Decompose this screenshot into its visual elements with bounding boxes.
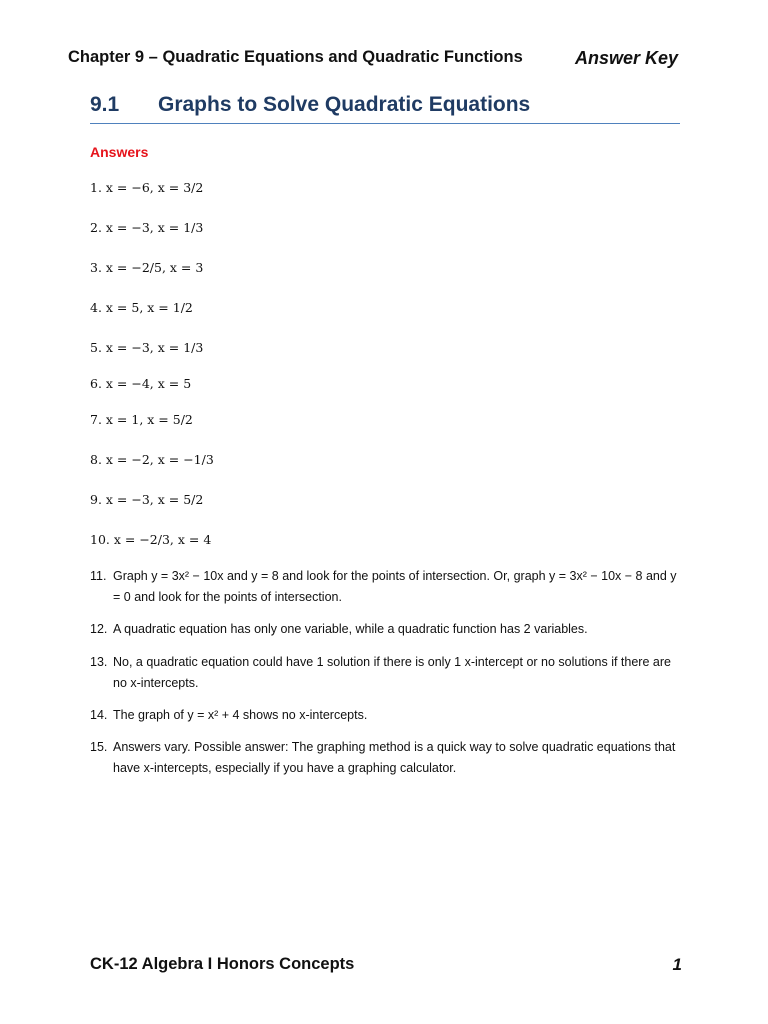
answer-item <box>90 340 203 356</box>
answer-text: 10. x = −2/3, x = 4 <box>90 532 212 547</box>
answer-item <box>90 532 211 548</box>
answer-body: A quadratic equation has only one variable, while a quadratic function has 2 variables. <box>113 622 588 636</box>
answer-number: 11. <box>90 569 107 583</box>
page-footer <box>90 955 682 979</box>
page-header <box>68 48 678 72</box>
answer-text: 3. x = −2/5, x = 3 <box>90 260 204 275</box>
answer-number: 14. <box>90 708 108 722</box>
answer-text: 7. x = 1, x = 5/2 <box>90 412 193 427</box>
text-answer-item <box>90 652 680 694</box>
section-title: Graphs to Solve Quadratic Equations <box>158 93 531 116</box>
chapter-title: Chapter 9 – Quadratic Equations and Quadratic Functions <box>68 48 523 66</box>
answer-item <box>90 412 193 428</box>
section-heading <box>90 93 680 124</box>
answer-number: 12. <box>90 622 108 636</box>
answer-item <box>90 452 214 468</box>
answer-text: 2. x = −3, x = 1/3 <box>90 220 204 235</box>
answer-text: 6. x = −4, x = 5 <box>90 376 192 391</box>
section-number: 9.1 <box>90 93 120 116</box>
answer-item <box>90 220 203 236</box>
answer-text: 8. x = −2, x = −1/3 <box>90 452 214 467</box>
answer-key-label: Answer Key <box>574 48 678 68</box>
answer-item <box>90 180 203 196</box>
answer-number: 15. <box>90 740 108 754</box>
answer-body: No, a quadratic equation could have 1 solution if there is only 1 x-intercept or no solutions if there are no x-intercepts. <box>113 655 671 690</box>
footer-title: CK-12 Algebra I Honors Concepts <box>90 955 355 973</box>
answer-item <box>90 376 191 392</box>
answer-item <box>90 300 193 316</box>
answer-text: 1. x = −6, x = 3/2 <box>90 180 204 195</box>
answer-item <box>90 492 203 508</box>
page-number: 1 <box>672 955 682 974</box>
answer-item <box>90 260 203 276</box>
text-answer-item <box>90 566 680 608</box>
answer-text: 5. x = −3, x = 1/3 <box>90 340 204 355</box>
answer-body: Answers vary. Possible answer: The graphing method is a quick way to solve quadratic equations that have x-intercepts, especially if you have a graphing calculator. <box>113 740 676 775</box>
text-answer-item <box>90 705 680 726</box>
text-answer-item <box>90 737 680 779</box>
answer-number: 13. <box>90 655 108 669</box>
answers-label: Answers <box>90 144 149 160</box>
text-answer-item <box>90 619 680 640</box>
answer-body: Graph y = 3x² − 10x and y = 8 and look for the points of intersection. Or, graph y = 3x² − 10x − 8 and y = 0 and look for the points of intersection. <box>113 569 677 604</box>
answer-text: 4. x = 5, x = 1/2 <box>90 300 193 315</box>
answer-text: 9. x = −3, x = 5/2 <box>90 492 204 507</box>
answer-body: The graph of y = x² + 4 shows no x-intercepts. <box>113 708 368 722</box>
